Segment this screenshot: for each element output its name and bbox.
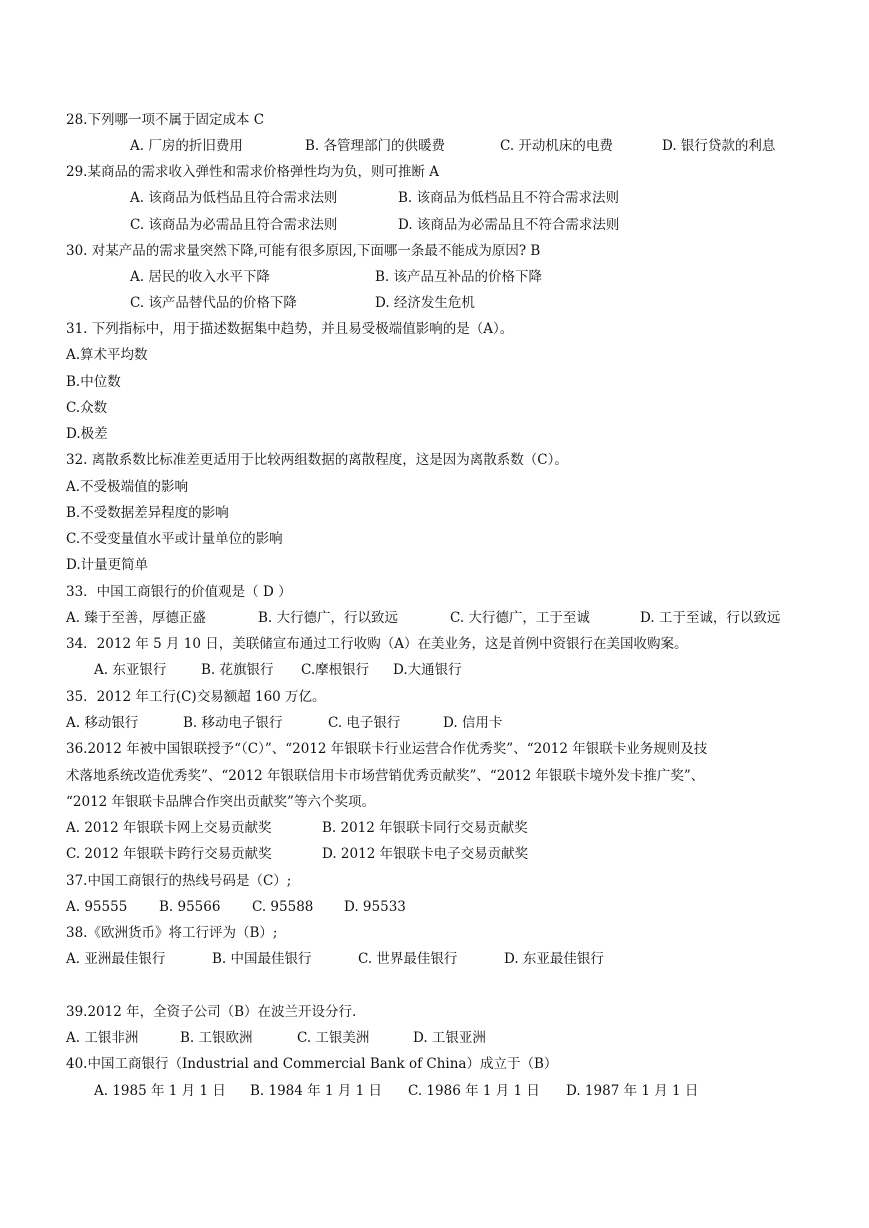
q36-options-row1 (66, 819, 528, 837)
q32-option-a: A.不受极端值的影响 (66, 479, 189, 495)
q39-option-b: B. 工银欧洲 (180, 1030, 253, 1046)
q39-option-c: C. 工银美洲 (297, 1030, 370, 1046)
q38-option-a: A. 亚洲最佳银行 (66, 951, 166, 967)
q38-options (66, 950, 604, 968)
q30-stem: 30. 对某产品的需求量突然下降,可能有很多原因,下面哪一条最不能成为原因? B (66, 243, 541, 259)
q32-option-c: C.不受变量值水平或计量单位的影响 (66, 531, 283, 547)
q33-option-b: B. 大行德广，行以致远 (258, 610, 399, 626)
q29-option-d: D. 该商品为必需品且不符合需求法则 (398, 217, 620, 233)
q33-options (66, 609, 780, 627)
q35-option-d: D. 信用卡 (443, 715, 503, 731)
q34-option-c: C.摩根银行 (301, 662, 370, 678)
q34-option-d: D.大通银行 (393, 662, 462, 678)
q33-option-a: A. 臻于至善，厚德正盛 (66, 610, 206, 626)
q39-options (66, 1029, 486, 1047)
q36-option-a: A. 2012 年银联卡网上交易贡献奖 (66, 820, 272, 836)
q36-stem-line2: 术落地系统改造优秀奖”、“2012 年银联信用卡市场营销优秀贡献奖”、“2012 年银联卡境外发卡推广奖”、 (66, 768, 705, 784)
q31-stem: 31. 下列指标中，用于描述数据集中趋势，并且易受极端值影响的是（A）。 (66, 321, 514, 337)
q34-option-a: A. 东亚银行 (94, 662, 167, 678)
q29-option-b: B. 该商品为低档品且不符合需求法则 (398, 190, 620, 206)
q40-options (94, 1082, 698, 1100)
q30-option-c: C. 该产品替代品的价格下降 (130, 295, 297, 311)
q40-option-a: A. 1985 年 1 月 1 日 (94, 1083, 226, 1099)
q39-option-d: D. 工银亚洲 (413, 1030, 486, 1046)
q36-options-row2 (66, 845, 528, 863)
q37-options (66, 898, 406, 916)
q38-stem: 38.《欧洲货币》将工行评为（B）; (66, 925, 278, 941)
q35-option-a: A. 移动银行 (66, 715, 139, 731)
q35-stem: 35．2012 年工行(C)交易额超 160 万亿。 (66, 689, 326, 705)
q30-option-d: D. 经济发生危机 (375, 295, 475, 311)
q40-stem: 40.中国工商银行（Industrial and Commercial Bank of China）成立于（B） (66, 1056, 558, 1072)
q28-stem: 28.下列哪一项不属于固定成本 C (66, 112, 265, 128)
q31-option-b: B.中位数 (66, 374, 121, 390)
q32-stem: 32. 离散系数比标准差更适用于比较两组数据的离散程度，这是因为离散系数（C）。 (66, 452, 568, 468)
q30-option-b: B. 该产品互补品的价格下降 (375, 269, 543, 285)
q28-option-c: C. 开动机床的电费 (500, 138, 613, 154)
q30-options-row2 (130, 294, 475, 312)
q37-option-c: C. 95588 (252, 899, 314, 915)
q30-option-a: A. 居民的收入水平下降 (130, 269, 270, 285)
q31-option-a: A.算术平均数 (66, 347, 148, 363)
q28-option-a: A. 厂房的折旧费用 (130, 138, 243, 154)
q32-option-b: B.不受数据差异程度的影响 (66, 505, 229, 521)
q35-option-c: C. 电子银行 (328, 715, 401, 731)
q40-option-d: D. 1987 年 1 月 1 日 (566, 1083, 699, 1099)
q30-options-row1 (130, 268, 542, 286)
q36-stem-line1: 36.2012 年被中国银联授予“（C）”、“2012 年银联卡行业运营合作优秀奖”、“2012 年银联卡业务规则及技 (66, 741, 708, 757)
q40-option-b: B. 1984 年 1 月 1 日 (250, 1083, 382, 1099)
q36-option-b: B. 2012 年银联卡同行交易贡献奖 (322, 820, 528, 836)
q32-option-d: D.计量更简单 (66, 557, 149, 573)
q28-option-d: D. 银行贷款的利息 (662, 138, 776, 154)
q28-option-b: B. 各管理部门的供暖费 (305, 138, 446, 154)
q37-option-a: A. 95555 (66, 899, 128, 915)
q38-option-d: D. 东亚最佳银行 (504, 951, 604, 967)
q39-stem: 39.2012 年，全资子公司（B）在波兰开设分行. (66, 1004, 357, 1020)
q39-option-a: A. 工银非洲 (66, 1030, 139, 1046)
q28-options (130, 137, 775, 155)
q31-option-d: D.极差 (66, 426, 108, 442)
q37-option-d: D. 95533 (344, 899, 406, 915)
q29-option-a: A. 该商品为低档品且符合需求法则 (130, 190, 338, 206)
q33-stem: 33．中国工商银行的价值观是（ D ） (66, 584, 292, 600)
q29-options-row2 (130, 216, 619, 234)
q34-stem: 34．2012 年 5 月 10 日，美联储宣布通过工行收购（A）在美业务，这是首例中资银行在美国收购案。 (66, 636, 688, 652)
q29-option-c: C. 该商品为必需品且符合需求法则 (130, 217, 338, 233)
q29-stem: 29.某商品的需求收入弹性和需求价格弹性均为负，则可推断 A (66, 164, 440, 180)
q40-option-c: C. 1986 年 1 月 1 日 (408, 1083, 540, 1099)
q35-option-b: B. 移动电子银行 (183, 715, 283, 731)
q38-option-c: C. 世界最佳银行 (358, 951, 458, 967)
q37-stem: 37.中国工商银行的热线号码是（C）; (66, 873, 292, 889)
q34-options (94, 661, 462, 679)
q29-options-row1 (130, 189, 619, 207)
q38-option-b: B. 中国最佳银行 (212, 951, 312, 967)
q36-stem-line3: “2012 年银联卡品牌合作突出贡献奖”等六个奖项。 (66, 794, 375, 810)
q33-option-c: C. 大行德广，工于至诚 (450, 610, 590, 626)
q36-option-d: D. 2012 年银联卡电子交易贡献奖 (322, 846, 529, 862)
q35-options (66, 714, 502, 732)
q34-option-b: B. 花旗银行 (201, 662, 274, 678)
q37-option-b: B. 95566 (159, 899, 221, 915)
q33-option-d: D. 工于至诚，行以致远 (640, 610, 781, 626)
q36-option-c: C. 2012 年银联卡跨行交易贡献奖 (66, 846, 272, 862)
q31-option-c: C.众数 (66, 400, 108, 416)
